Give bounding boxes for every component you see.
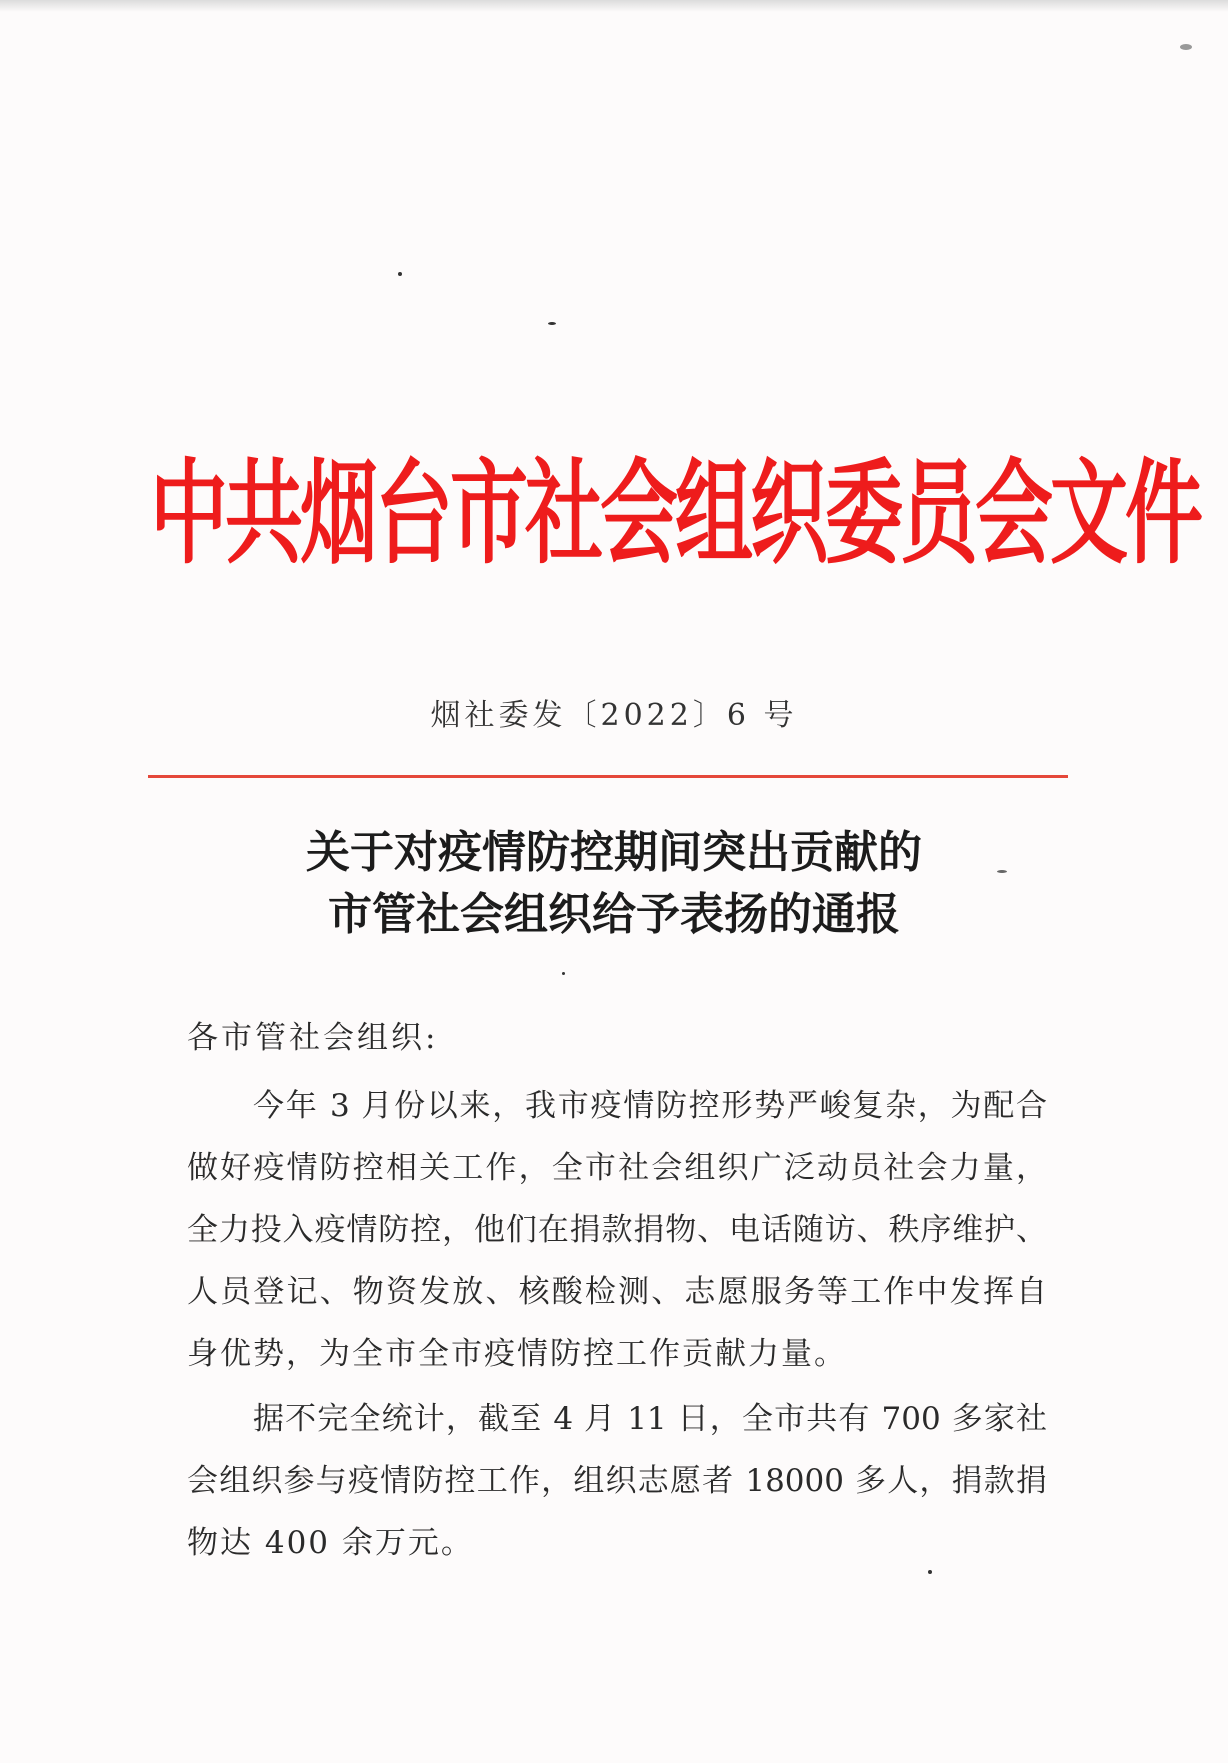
paragraph-line: 据不完全统计，截至 4 月 11 日，全市共有 700 多家社 — [253, 1401, 1047, 1437]
paragraph-line: 人员登记、物资发放、核酸检测、志愿服务等工作中发挥自 — [187, 1274, 1047, 1310]
notice-title-line-1: 关于对疫情防控期间突出贡献的 — [306, 827, 922, 878]
scan-speck — [548, 322, 556, 325]
paragraph-line: 今年 3 月份以来，我市疫情防控形势严峻复杂，为配合 — [253, 1088, 1047, 1124]
scan-speck — [1180, 44, 1192, 50]
scan-speck — [562, 972, 565, 975]
paragraph-line: 全力投入疫情防控，他们在捐款捐物、电话随访、秩序维护、 — [187, 1212, 1047, 1248]
scan-speck — [928, 1570, 932, 1574]
scan-speck — [398, 272, 402, 276]
salutation: 各市管社会组织: — [187, 1020, 439, 1056]
red-divider-rule — [148, 775, 1068, 778]
paragraph-line: 做好疫情防控相关工作，全市社会组织广泛动员社会力量， — [187, 1150, 1047, 1186]
document-number: 烟社委发〔2022〕6 号 — [430, 698, 798, 733]
notice-title-line-2: 市管社会组织给予表扬的通报 — [328, 889, 900, 940]
paragraph-line: 物达 400 余万元。 — [187, 1525, 474, 1561]
paragraph-line: 身优势，为全市全市疫情防控工作贡献力量。 — [187, 1336, 847, 1372]
paragraph-line: 会组织参与疫情防控工作，组织志愿者 18000 多人，捐款捐 — [187, 1463, 1047, 1499]
masthead-title: 中共烟台市社会组织委员会文件 — [150, 449, 1201, 581]
scan-top-edge — [0, 0, 1228, 12]
